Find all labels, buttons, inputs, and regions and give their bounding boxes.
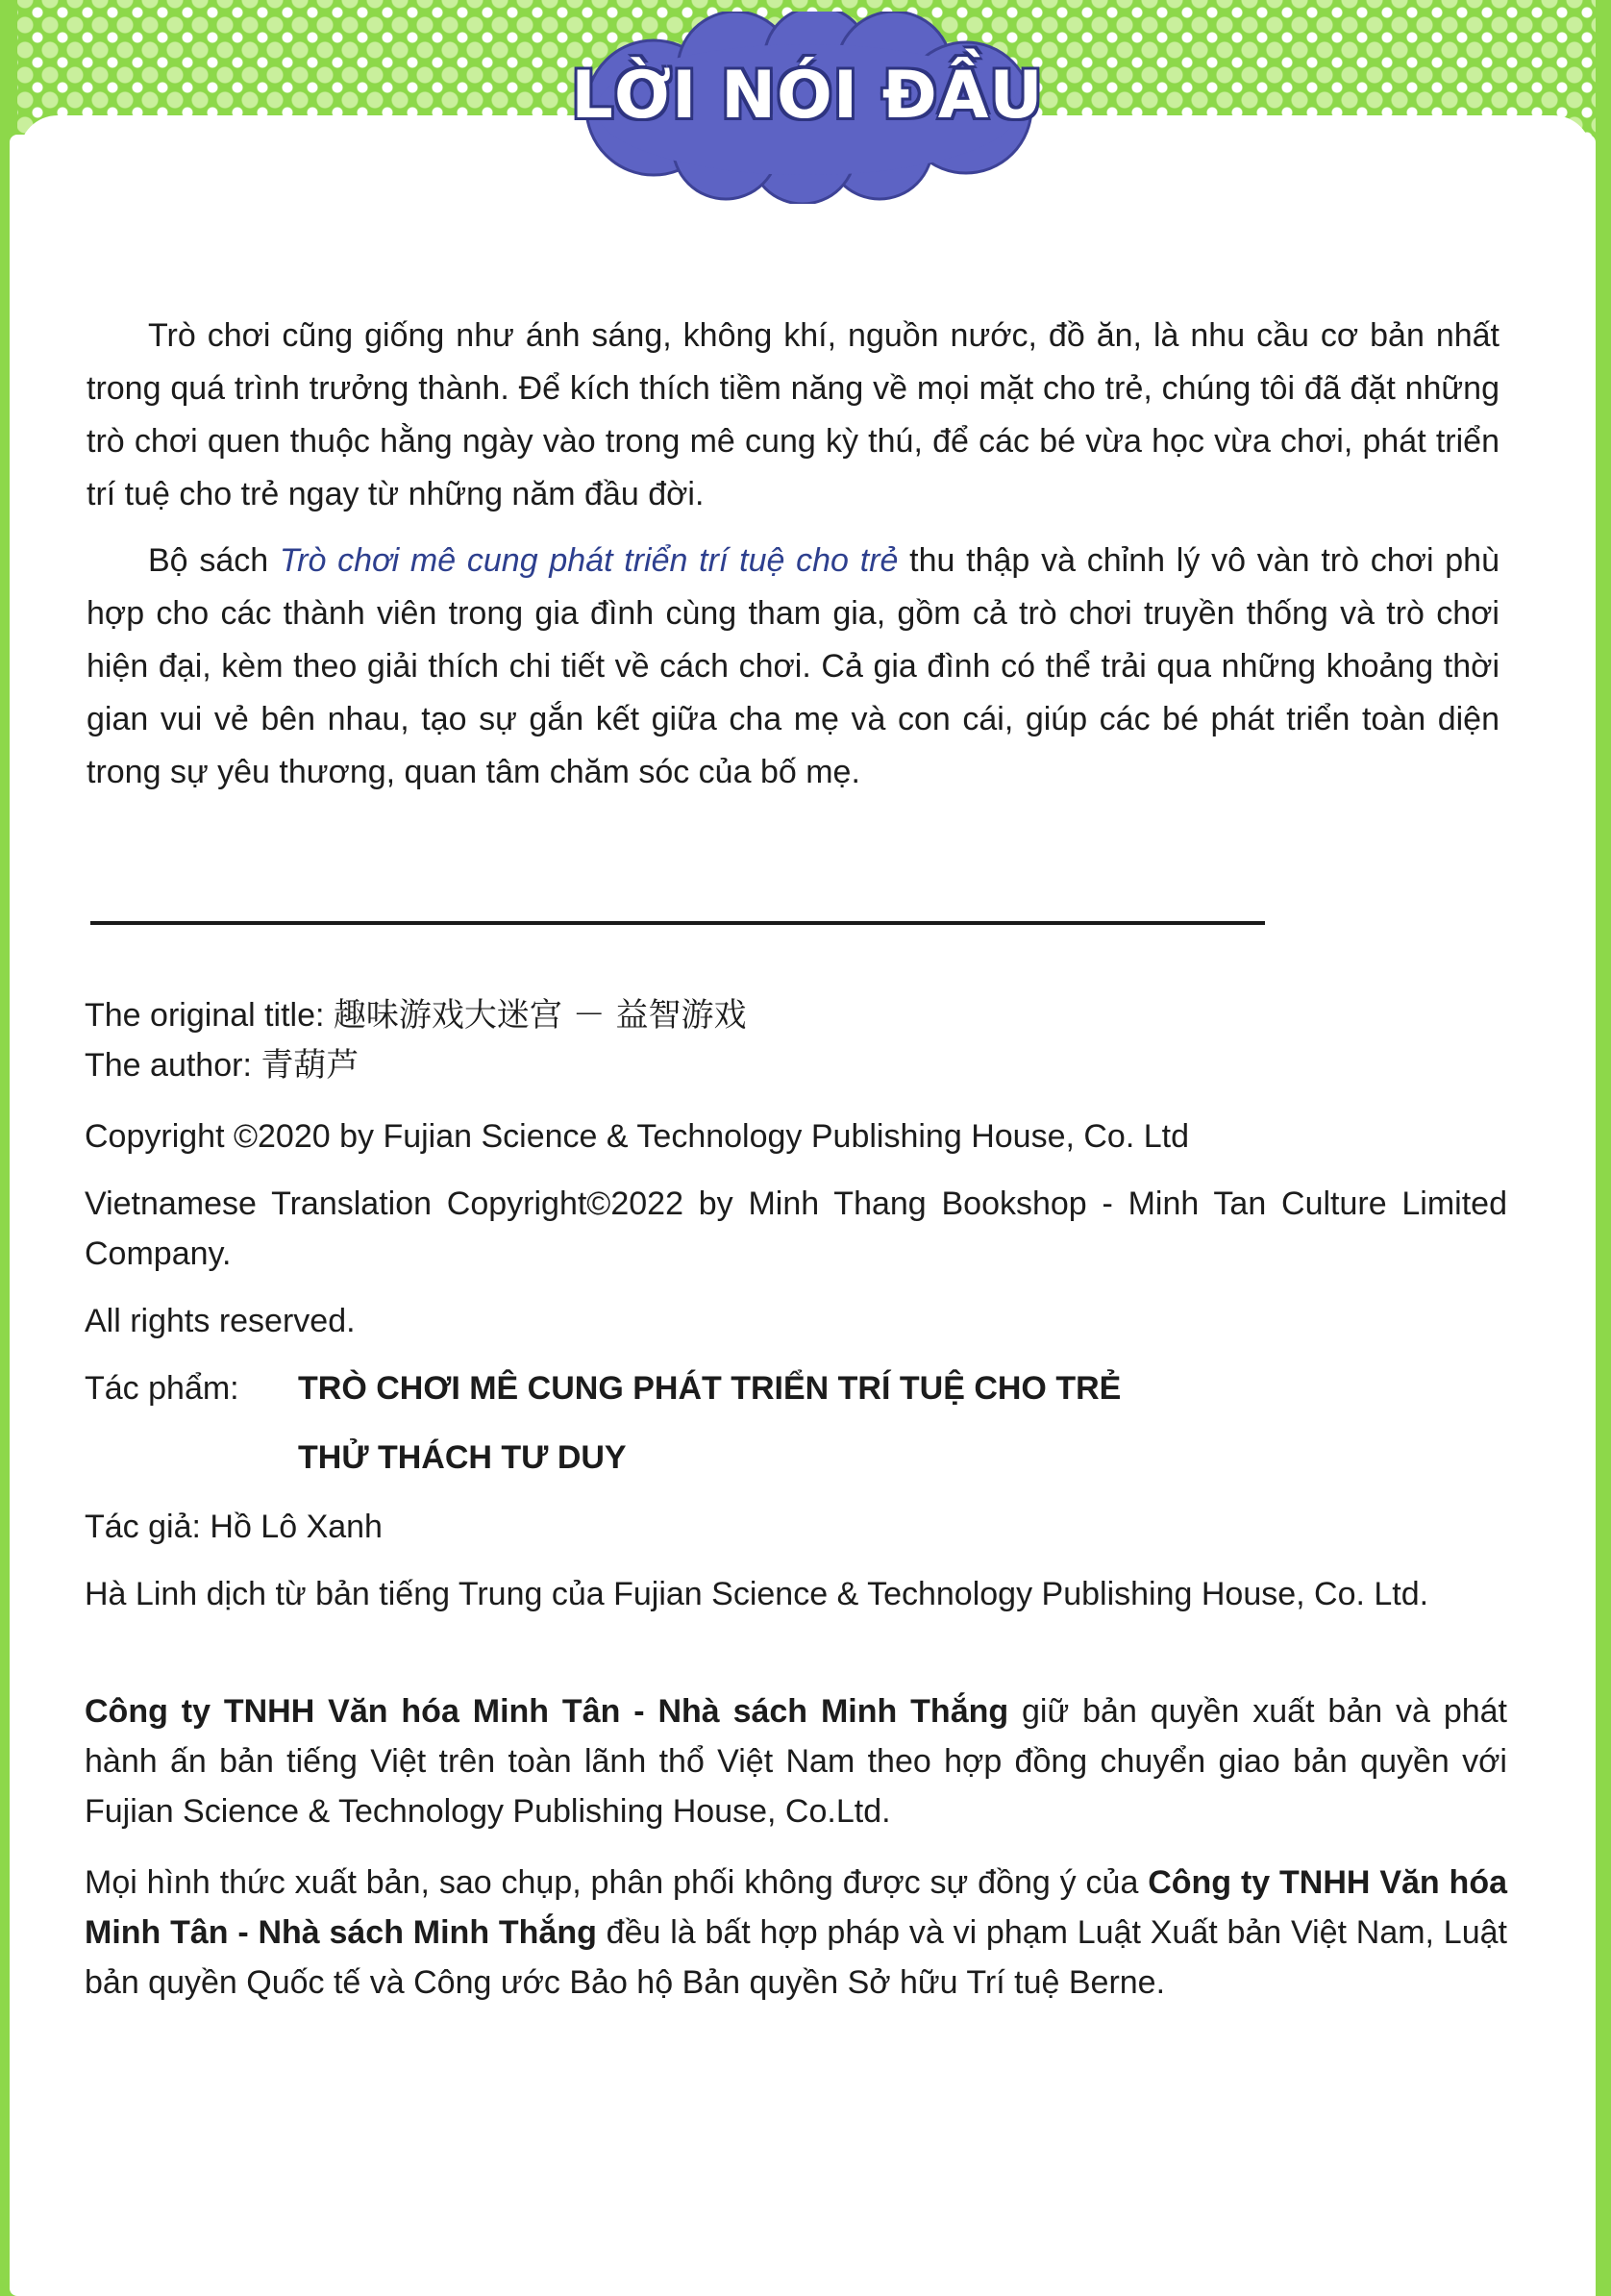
original-author-label: The author: [85,1047,261,1084]
intro-p2-rest: thu thập và chỉnh lý vô vàn trò chơi phù hợp cho các thành viên trong gia đình cùng tham gia, gồm cả trò chơi truyền thống và trò chơi hiện đại, kèm theo giải thích chi tiết về cách chơi. Cả gia đình có thể trải qua những khoảng thời gian vui vẻ bên nhau, tạo sự gắn kết giữa cha mẹ và con cái, giúp các bé phát triển toàn diện trong sự yêu thương, quan tâm chăm sóc của bố mẹ. [87,542,1499,790]
legal-rest: đều là bất hợp pháp và vi phạm Luật Xuất bản Việt Nam, Luật bản quyền Quốc tế và Công ước Bảo hộ Bản quyền Sở hữu Trí tuệ Berne. [85,1914,1507,2001]
original-title-value: 趣味游戏大迷宫 － 益智游戏 [333,996,747,1035]
legal-notice [85,1858,1507,2008]
intro-p2-prefix: Bộ sách [148,542,280,579]
work-title-main: TRÒ CHƠI MÊ CUNG PHÁT TRIỂN TRÍ TUỆ CHO TRẺ [298,1370,1122,1407]
vietnamese-author: Tác giả: Hồ Lô Xanh [85,1509,383,1545]
intro-paragraph-1: Trò chơi cũng giống như ánh sáng, không khí, nguồn nước, đồ ăn, là nhu cầu cơ bản nhất trong quá trình trưởng thành. Để kích thích tiềm năng về mọi mặt cho trẻ, chúng tôi đã đặt những trò chơi quen thuộc hằng ngày vào trong mê cung kỳ thú, để các bé vừa học vừa chơi, phát triển trí tuệ cho trẻ ngay từ những năm đầu đời. [87,317,1499,512]
original-author-value: 青葫芦 [260,1046,359,1085]
vietnamese-copyright: Vietnamese Translation Copyright©2022 by Minh Thang Bookshop - Minh Tan Culture Limited Company. [85,1185,1507,1272]
work-row-2 [85,1433,1507,1483]
original-title-row [85,990,1507,1040]
work-row-1 [85,1363,1507,1413]
page-title: LỜI NÓI ĐẦU [571,58,1044,134]
rights-reserved: All rights reserved. [85,1303,356,1339]
original-title-label: The original title: [85,997,334,1034]
publisher-rights-text: giữ bản quyền xuất bản và phát hành ấn bản tiếng Việt trên toàn lãnh thổ Việt Nam theo hợp đồng chuyển giao bản quyền với Fujian Science & Technology Publishing House, Co.Ltd. [85,1693,1507,1830]
publisher-name: Công ty TNHH Văn hóa Minh Tân - Nhà sách Minh Thắng [85,1693,1009,1730]
copyright-line: Copyright ©2020 by Fujian Science & Technology Publishing House, Co. Ltd [85,1118,1189,1155]
intro-paragraph-2 [87,535,1499,799]
green-border-right [1596,0,1611,2296]
legal-prefix: Mọi hình thức xuất bản, sao chụp, phân phối không được sự đồng ý của [85,1864,1149,1901]
book-series-title: Trò chơi mê cung phát triển trí tuệ cho trẻ [279,542,899,579]
publisher-rights [85,1686,1507,1836]
divider [90,921,1265,925]
original-author-row [85,1040,1507,1090]
legal-company: Công ty TNHH Văn hóa Minh Tân - Nhà sách Minh Thắng [85,1864,1508,1951]
intro-text [87,310,1499,799]
translator-note: Hà Linh dịch từ bản tiếng Trung của Fujian Science & Technology Publishing House, Co. Ltd. [85,1576,1429,1612]
work-label: Tác phẩm: [85,1370,239,1407]
work-title-sub: THỬ THÁCH TƯ DUY [298,1439,627,1476]
